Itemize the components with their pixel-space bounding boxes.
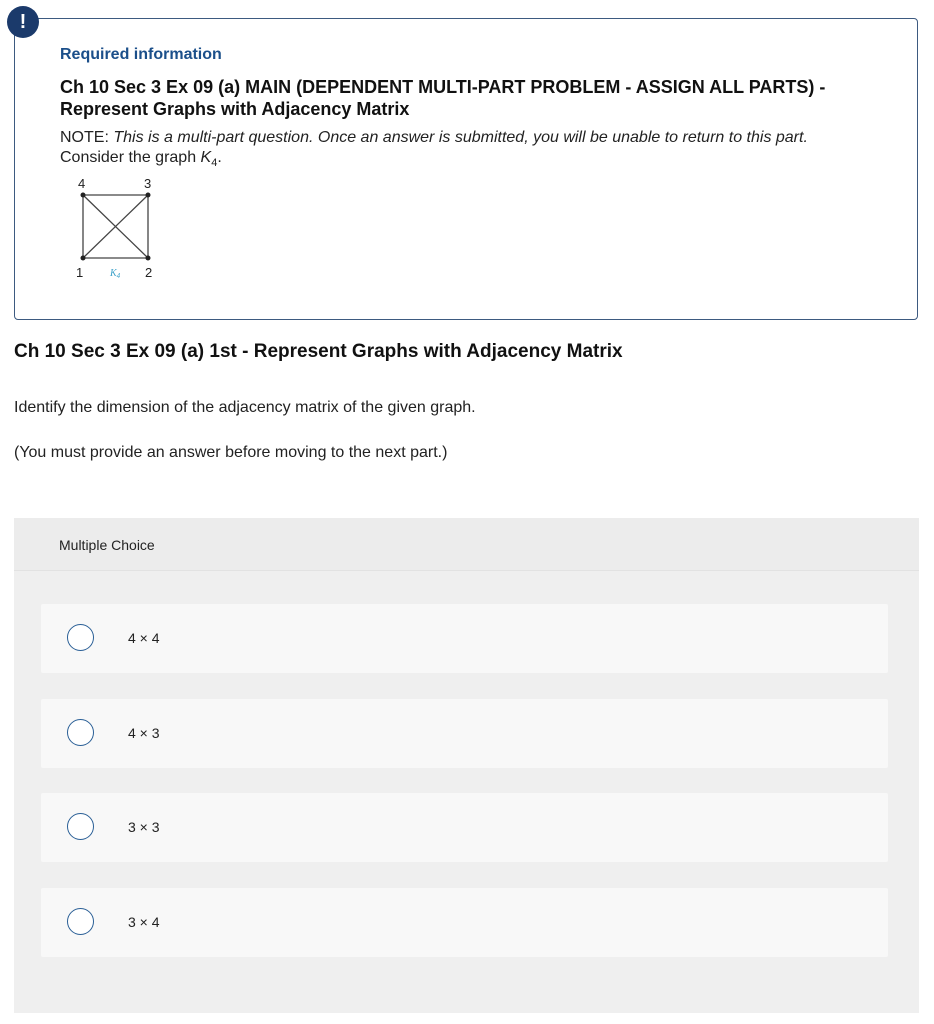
choice-option-3x3[interactable] <box>41 793 888 862</box>
choice-option-3x4[interactable] <box>41 888 888 957</box>
choice-option-4x4[interactable] <box>41 604 888 673</box>
vertex-3 <box>146 193 151 198</box>
main-problem-title: Ch 10 Sec 3 Ex 09 (a) MAIN (DEPENDENT MULTI-PART PROBLEM - ASSIGN ALL PARTS) - Represent Graphs with Adjacency Matrix <box>60 77 826 119</box>
vertex-label-2: 2 <box>145 265 153 280</box>
note-text: NOTE: This is a multi-part question. Once an answer is submitted, you will be unable to return to this part. <box>60 129 808 146</box>
choice-label: 4 × 3 <box>128 725 160 741</box>
multiple-choice-panel <box>14 518 919 1013</box>
multiple-choice-header <box>14 518 919 571</box>
choice-label: 3 × 3 <box>128 819 160 835</box>
radio-circle-icon[interactable] <box>67 719 94 746</box>
choice-label: 3 × 4 <box>128 914 160 930</box>
vertex-2 <box>146 256 151 261</box>
vertex-1 <box>81 256 86 261</box>
choice-option-4x3[interactable] <box>41 699 888 768</box>
k4-graph-figure <box>75 174 185 304</box>
must-answer-note: (You must provide an answer before moving to the next part.) <box>14 444 448 461</box>
vertex-4 <box>81 193 86 198</box>
required-information-box <box>14 18 918 320</box>
consider-graph-text: Consider the graph $K_4$. <box>60 149 222 170</box>
radio-circle-icon[interactable] <box>67 813 94 840</box>
question-text: Identify the dimension of the adjacency matrix of the given graph. <box>14 399 476 416</box>
required-information-label: Required information <box>60 46 222 63</box>
multiple-choice-label: Multiple Choice <box>59 537 155 553</box>
section-title: Ch 10 Sec 3 Ex 09 (a) 1st - Represent Graphs with Adjacency Matrix <box>14 341 623 362</box>
vertex-label-4: 4 <box>78 176 86 191</box>
vertex-label-1: 1 <box>76 265 84 280</box>
exclamation-icon: ! <box>7 6 39 38</box>
graph-caption: $K_4$ <box>110 268 121 280</box>
vertex-label-3: 3 <box>144 176 152 191</box>
choice-label: 4 × 4 <box>128 630 160 646</box>
radio-circle-icon[interactable] <box>67 624 94 651</box>
radio-circle-icon[interactable] <box>67 908 94 935</box>
